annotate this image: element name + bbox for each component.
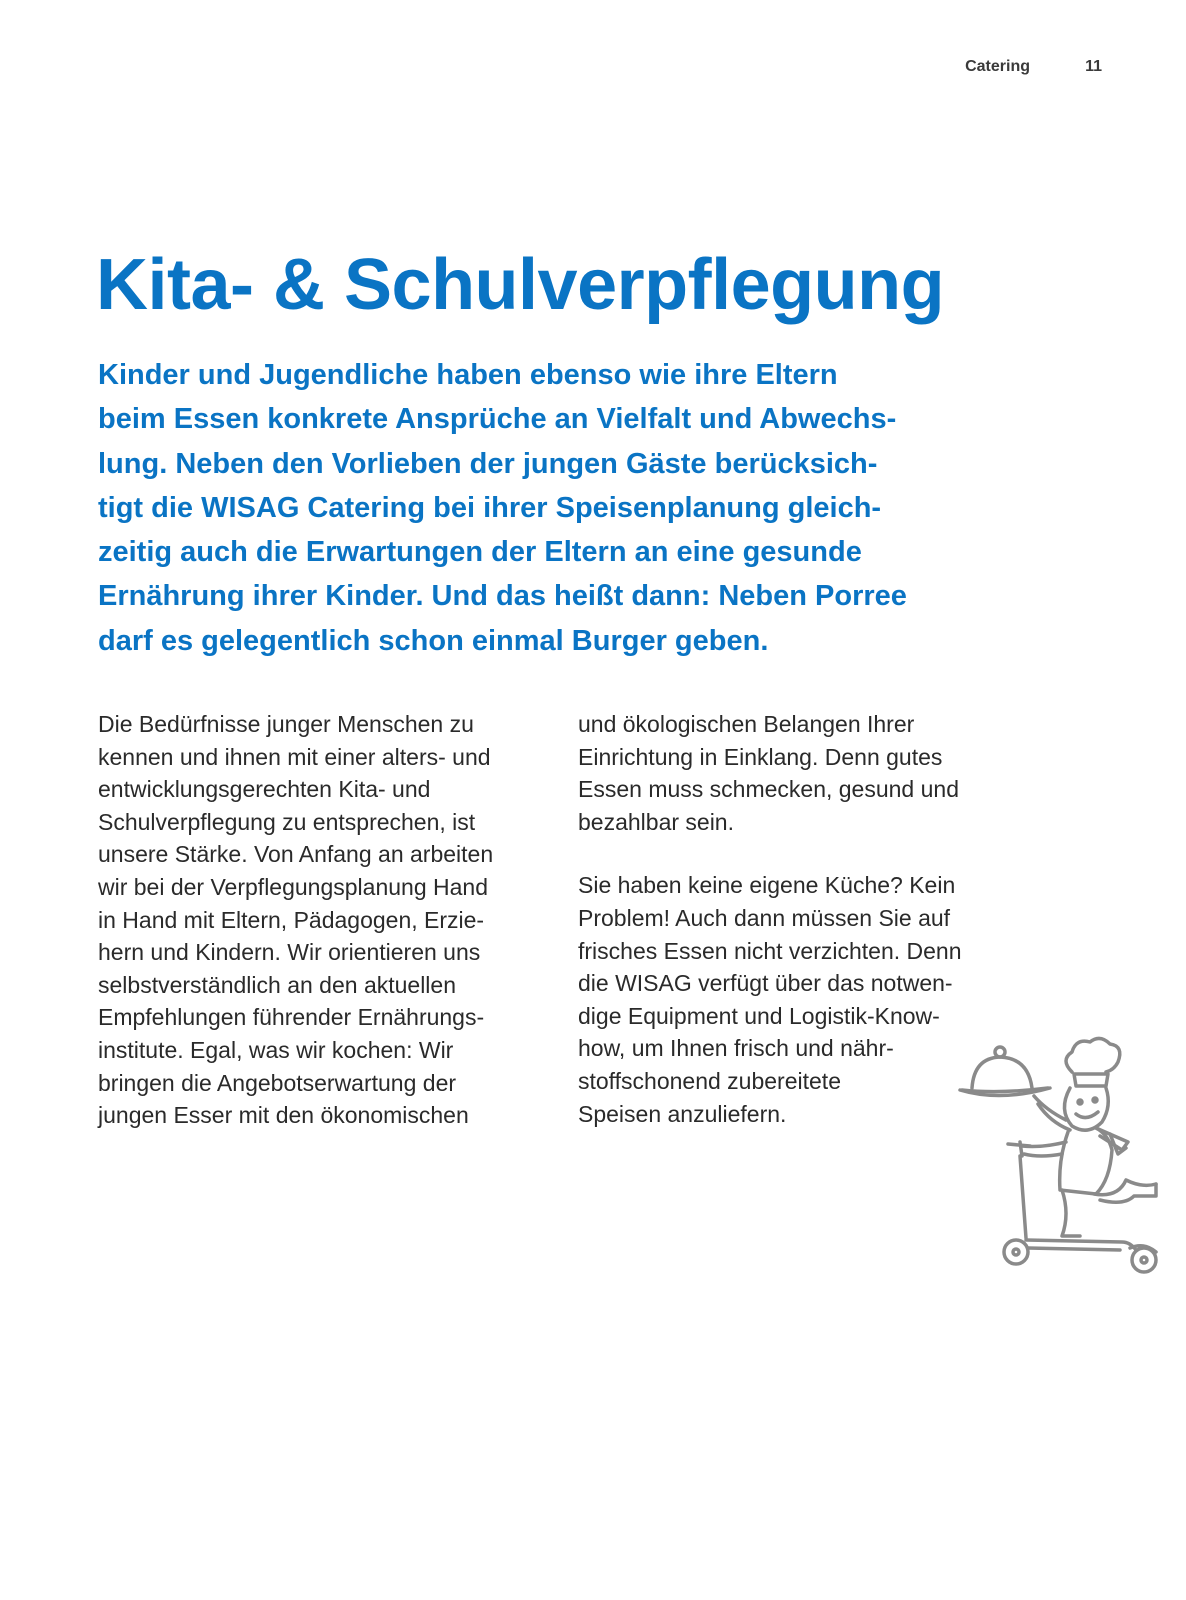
paragraph-gap <box>578 838 1038 869</box>
page-number: 11 <box>1085 58 1102 75</box>
lead-line: Kinder und Jugendliche haben ebenso wie ihre Eltern <box>98 359 838 391</box>
body-line: Die Bedürfnisse junger Menschen zu <box>98 711 474 737</box>
section-label: Catering <box>965 58 1030 75</box>
body-line: selbstverständlich an den aktuellen <box>98 971 457 998</box>
body-line: Empfehlungen führender Ernährungs- <box>98 1004 485 1031</box>
body-line: und ökologischen Belangen Ihrer <box>578 711 915 737</box>
body-line: hern und Kindern. Wir orientieren uns <box>98 939 481 966</box>
body-column-left <box>98 708 558 1132</box>
lead-line: tigt die WISAG Catering bei ihrer Speisenplanung gleich- <box>98 491 882 524</box>
body-line: stoffschonend zubereitete <box>578 1067 841 1094</box>
body-line: Sie haben keine eigene Küche? Kein <box>578 872 956 899</box>
body-line: in Hand mit Eltern, Pädagogen, Erzie- <box>98 906 485 933</box>
lead-line: beim Essen konkrete Ansprüche an Vielfalt und Abwechs- <box>98 403 897 436</box>
page-title: Kita- & Schulverpflegung <box>96 245 945 325</box>
body-line: Essen muss schmecken, gesund und <box>578 776 959 803</box>
body-line: Einrichtung in Einklang. Denn gutes <box>578 743 943 770</box>
lead-line: darf es gelegentlich schon einmal Burger geben. <box>98 624 769 657</box>
body-line: institute. Egal, was wir kochen: Wir <box>98 1036 454 1063</box>
body-line: unsere Stärke. Von Anfang an arbeiten <box>98 841 494 868</box>
body-line: bezahlbar sein. <box>578 808 734 835</box>
body-line: frisches Essen nicht verzichten. Denn <box>578 937 962 964</box>
body-line: Schulverpflegung zu entsprechen, ist <box>98 808 476 835</box>
lead-paragraph <box>98 353 1028 663</box>
lead-line: Ernährung ihrer Kinder. Und das heißt dann: Neben Porree <box>98 580 907 613</box>
body-line: dige Equipment und Logistik-Know- <box>578 1002 940 1029</box>
body-line: wir bei der Verpflegungsplanung Hand <box>98 873 488 900</box>
body-line: Problem! Auch dann müssen Sie auf <box>578 904 951 931</box>
body-line: jungen Esser mit den ökonomischen <box>98 1102 469 1129</box>
body-line: Speisen anzuliefern. <box>578 1100 787 1127</box>
body-line: die WISAG verfügt über das notwen- <box>578 970 953 997</box>
body-line: how, um Ihnen frisch und nähr- <box>578 1035 894 1062</box>
lead-line: zeitig auch die Erwartungen der Eltern an eine gesunde <box>98 536 862 569</box>
body-line: kennen und ihnen mit einer alters- und <box>98 743 491 770</box>
chef-on-scooter-icon <box>950 1030 1165 1280</box>
body-line: entwicklungsgerechten Kita- und <box>98 776 431 803</box>
body-line: bringen die Angebotserwartung der <box>98 1069 457 1096</box>
lead-line: lung. Neben den Vorlieben der jungen Gäste berücksich- <box>98 447 878 480</box>
